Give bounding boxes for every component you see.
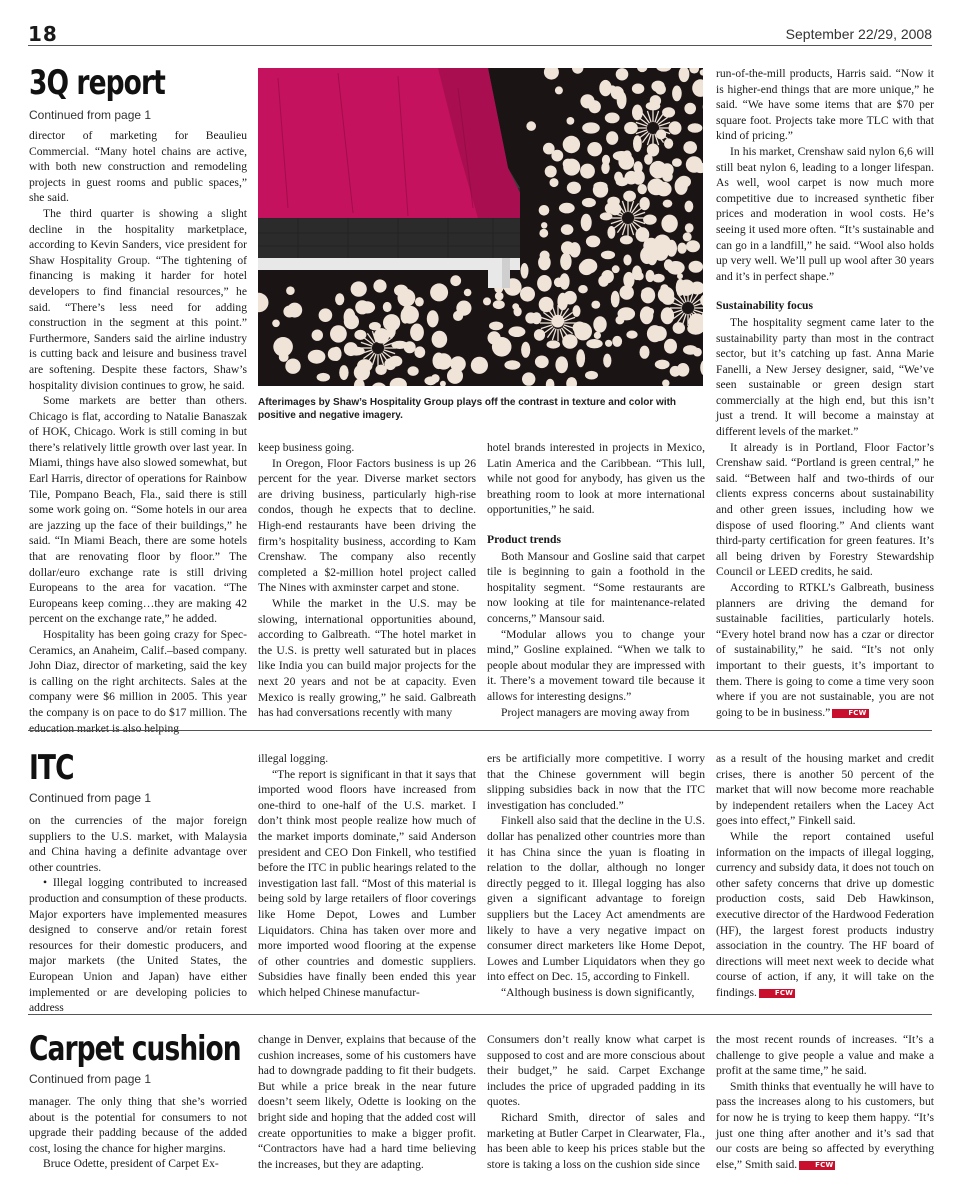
- article-title-itc: ITC: [29, 748, 74, 788]
- carpet-dot: [662, 107, 675, 117]
- carpet-dot: [606, 131, 618, 145]
- carpet-dot: [647, 308, 654, 315]
- carpet-dot: [593, 316, 606, 332]
- paragraph: Both Mansour and Gosline said that carpet tile is beginning to gain a foothold in the hospitality segment. “Some restaurants are now looking at tile for maintenance-related concerns,” Mansour said.: [487, 549, 705, 625]
- section-divider: [28, 1014, 932, 1015]
- photo-caption: Afterimages by Shaw’s Hospitality Group plays off the contrast in texture and color with positive and negative imagery.: [258, 397, 677, 421]
- end-of-story-mark: FCW: [832, 709, 868, 718]
- paragraph: ers be artificially more competitive. I worry that the Chinese government will begin slipping subsidies back in now that the ITC investigation has concluded.”: [487, 752, 705, 812]
- carpet-dot: [632, 84, 644, 94]
- carpet-dot: [464, 289, 472, 297]
- paragraph: “Modular allows you to change your mind,” Gosline explained. “When we talk to people about modular they are impressed with it. There’s a movement toward tile because it allows for interesting designs.”: [487, 627, 705, 703]
- carpet-dot: [655, 84, 666, 95]
- carpet-dot: [555, 356, 568, 373]
- carpet-photo: [258, 68, 703, 386]
- paragraph: hotel brands interested in projects in Mexico, Latin America and the Caribbean. “This lull, while not good for anybody, has given us the breathing room to look at more international opportunities,” he said.: [487, 441, 705, 517]
- carpet-dot: [534, 329, 545, 341]
- paragraph: change in Denver, explains that because of the cushion increases, some of his customers have had to downgrade padding to fit their budgets. But while a price break in the near future doesn’t seem likely, Odette is looking on the bright side and hoping that the added cost will create opportunities to make a bigger profit. “Contractors have had a hard time believing the increases, but they are adapting.: [258, 1033, 476, 1171]
- carpet-dot: [344, 314, 359, 329]
- carpet-dot: [689, 261, 704, 273]
- carpet-dot: [427, 310, 439, 327]
- carpet-dot: [450, 275, 461, 286]
- carpet-dot: [279, 352, 289, 362]
- paragraph: [716, 1079, 934, 1173]
- carpet-dot: [611, 291, 620, 308]
- paragraph: Some markets are better than others. Chicago is flat, according to Natalie Banaszak of HOK, Chicago. Work is still coming in but there’s relatively little growth over last year. In Miami, things have also slowed somewhat, but Earl Harris, director of operations for Rainbow Tile, Pompano Beach, Fla., said there is still some work going on. “Some hotels in our area are jazzing up the face of their buildings,” he said. “In Miami Beach, there are some hotels that are renovating floor by floor.” The dollar/euro exchange rate is still driving Europeans to the area for vacation. “The Europeans keep coming…they are making 42 percent on the exchange rate,” he added.: [29, 394, 247, 626]
- carpet-dot: [540, 251, 550, 261]
- continued-from-label: Continued from page 1: [29, 791, 152, 805]
- carpet-dot: [582, 198, 596, 207]
- carpet-dot: [539, 297, 554, 312]
- carpet-dot: [550, 178, 559, 187]
- carpet-dot: [658, 287, 674, 303]
- carpet-dot: [351, 281, 367, 296]
- carpet-dot: [644, 154, 653, 165]
- carpet-dot: [563, 291, 577, 305]
- carpet-dot: [489, 322, 503, 331]
- carpet-dot: [495, 292, 504, 301]
- paragraph: director of marketing for Beaulieu Commercial. “Many hotel chains are active, with both new construction and remodeling projects in guest rooms and public spaces,” she said.: [29, 129, 247, 205]
- paragraph: Bruce Odette, president of Carpet Ex-: [43, 1157, 219, 1171]
- carpet-dot: [555, 86, 563, 94]
- page-header: [28, 22, 932, 46]
- paragraph: In his market, Crenshaw said nylon 6,6 will still beat nylon 6, leading to a longer lifespan. As well, wool carpet is now much more competitive due to increased synthetic fiber prices and moderation in wool costs. He’s seeing it used more often. “It’s sustainable and can go in a landfill,” he said. “Wool also holds up very well. We’ll pull up wool after 30 years and it’s in perfect shape.”: [716, 144, 934, 283]
- paragraph: [716, 829, 934, 1001]
- carpet-dot: [272, 320, 280, 328]
- carpet-dot: [670, 366, 681, 377]
- carpet-dot: [638, 184, 647, 194]
- carpet-dot: [625, 171, 639, 185]
- carpet-dot: [415, 297, 424, 306]
- carpet-pattern-image: [258, 68, 703, 386]
- carpet-dot: [587, 142, 602, 156]
- carpet-dot: [612, 336, 622, 347]
- carpet-dot: [643, 238, 659, 254]
- carpet-dot: [330, 325, 347, 342]
- carpet-dot: [578, 285, 588, 293]
- carpet-dot: [430, 283, 448, 301]
- carpet-dot: [286, 286, 295, 295]
- carpet-dot: [672, 158, 682, 167]
- carpet-dot: [586, 236, 600, 248]
- carpet-dot: [573, 305, 581, 317]
- carpet-dot: [535, 356, 549, 369]
- carpet-dot: [664, 339, 677, 354]
- carpet-dot: [285, 359, 300, 374]
- carpet-dot: [560, 253, 571, 270]
- carpet-dot: [525, 312, 536, 323]
- paragraph: “The report is significant in that it says that imported wood floors have increased from one-third to one-half of the U.S. market. I don’t think most people realize how much of the market imports dominate,” said Anderson president and CEO Don Finkell, who testified before the ITC in public hearings related to the investigation last fall. “Most of this material is being sold by large retailers of floor coverings like Home Depot, Lowes and Lumber Liquidators. China has taken over more and more imported wood flooring at the expense of other countries and domestic suppliers. Subsidies have finally been ended this year which helped Chinese manufactur-: [258, 767, 476, 999]
- carpet-dot: [414, 346, 425, 358]
- carpet-dot: [493, 300, 505, 309]
- carpet-dot: [685, 223, 694, 232]
- carpet-dot: [508, 326, 525, 337]
- paragraph: as a result of the housing market and credit crises, there is another 50 percent of the market that will now become more reachable by independent retailers when the Lacey Act goes into effect,” Finkell said.: [716, 752, 934, 828]
- paragraph: run-of-the-mill products, Harris said. “Now it is higher-end things that are more unique,” he said. “We have some items that are $70 per square foot. Projects take more TLC with that kind of pricing.”: [716, 67, 934, 143]
- section-divider: [28, 730, 932, 731]
- carpet-dot: [521, 342, 530, 358]
- carpet-dot: [623, 191, 636, 202]
- carpet-dot: [483, 297, 491, 305]
- paragraph: the most recent rounds of increases. “It’s a challenge to give people a value and make a profit at the same time,” he said.: [716, 1033, 934, 1078]
- carpet-dot: [344, 342, 358, 356]
- carpet-dot: [521, 263, 529, 279]
- carpet-dot: [620, 285, 634, 299]
- carpet-dot: [605, 340, 612, 347]
- carpet-dot: [652, 167, 658, 173]
- continued-from-label: Continued from page 1: [29, 108, 152, 122]
- carpet-dot: [398, 289, 416, 307]
- paragraph: manager. The only thing that she’s worried about is the potential for consumers to not upgrade their padding because of the added cost, losing the chance for higher margins.: [29, 1095, 247, 1155]
- carpet-dot: [686, 240, 700, 252]
- carpet-dot: [620, 235, 633, 244]
- paragraph: While the market in the U.S. may be slowing, international opportunities abound, according to Galbreath. “The hotel market in the U.S. is pretty well saturated but in places like India you can build major projects for the next 20 years and not be at capacity. Even Mexico is really growing,” he said. Galbreath has had conversations recently with many: [258, 596, 476, 720]
- carpet-dot: [614, 172, 623, 183]
- carpet-dot: [512, 303, 519, 310]
- carpet-dot: [574, 323, 592, 341]
- carpet-dot: [581, 214, 592, 231]
- carpet-dot: [646, 270, 655, 282]
- carpet-dot: [526, 121, 536, 131]
- carpet-dot: [605, 113, 620, 124]
- carpet-dot: [685, 201, 694, 213]
- article2-column-2: [258, 751, 476, 1001]
- subheading-product-trends: Product trends: [487, 532, 561, 546]
- carpet-dot: [650, 95, 661, 106]
- carpet-dot: [580, 259, 597, 274]
- carpet-dot: [576, 349, 585, 367]
- carpet-dot: [554, 278, 564, 288]
- carpet-dot: [559, 203, 575, 214]
- article2-column-4: [716, 751, 934, 1001]
- article1-column-3: [487, 440, 705, 720]
- paragraph: In Oregon, Floor Factors business is up 26 percent for the year. Diverse market sectors are driving business, particularly high-rise condos, though he expects that to decline. High-end restaurants have been driving the firm’s hospitality business, according to Kam Crenshaw. The company also recently completed a $2-million hotel project called The Nines with axminster carpet and stone.: [258, 456, 476, 595]
- carpet-dot: [561, 224, 574, 235]
- continued-from-label: Continued from page 1: [29, 1072, 152, 1086]
- article3-column-4: [716, 1032, 934, 1172]
- article3-column-3: [487, 1032, 705, 1172]
- carpet-dot: [663, 200, 673, 208]
- carpet-dot: [435, 353, 451, 369]
- carpet-dot: [453, 311, 463, 321]
- carpet-dot: [580, 164, 595, 179]
- paragraph: illegal logging.: [258, 752, 329, 765]
- carpet-dot: [647, 179, 665, 196]
- end-of-story-mark: FCW: [759, 989, 795, 998]
- carpet-dot: [601, 270, 614, 283]
- carpet-dot: [580, 94, 594, 108]
- carpet-dot: [328, 347, 342, 361]
- subheading-sustainability-focus: Sustainability focus: [716, 299, 813, 313]
- carpet-dot: [640, 346, 650, 359]
- carpet-dot: [664, 259, 673, 270]
- article1-column-4: [716, 66, 934, 720]
- paragraph: on the currencies of the major foreign suppliers to the U.S. market, with Malaysia and China having a definite advantage over other countries.: [29, 814, 247, 874]
- carpet-dot: [652, 326, 667, 341]
- carpet-dot: [383, 314, 400, 331]
- carpet-dot: [645, 254, 652, 261]
- carpet-dot: [609, 85, 616, 92]
- paragraph: Consumers don’t really know what carpet is supposed to cost and are more conscious about their budget,” he said. Carpet Exchange includes the price of upgraded padding in its quotes.: [487, 1033, 705, 1109]
- carpet-dot: [471, 357, 488, 374]
- carpet-dot: [618, 154, 634, 170]
- carpet-dot: [561, 241, 574, 254]
- carpet-dot: [626, 331, 637, 339]
- carpet-dot: [537, 275, 552, 292]
- paragraph: “Although business is down significantly,: [501, 985, 695, 999]
- carpet-dot: [677, 273, 683, 279]
- article2-column-3: [487, 751, 705, 1001]
- paragraph: Project managers are moving away from: [501, 705, 690, 719]
- paragraph: keep business going.: [258, 441, 355, 454]
- carpet-dot: [354, 364, 370, 380]
- carpet-dot: [641, 289, 647, 295]
- carpet-dot: [582, 122, 600, 133]
- paragraph-text: According to RTKL’s Galbreath, business planners are driving the demand for sustainable facilities, particularly hotels. “Every hotel brand now has a czar or director of sustainability,” he said. “It’s not only important to their guests, it’s important to them. There is going to come a time very soon where if you are not sustainable, you are not going to be in business.”: [716, 581, 934, 719]
- carpet-dot: [539, 205, 550, 216]
- carpet-dot: [693, 348, 702, 357]
- carpet-dot: [319, 308, 333, 322]
- paragraph-text: Smith thinks that eventually he will have to pass the increases along to his customers, but for now he is trying to keep them happy. “It’s just one thing after another and it’s sad that our costs are being so affected by everything else,” Smith said.: [716, 1079, 934, 1171]
- article3-column-1: [29, 1094, 247, 1172]
- carpet-dot: [317, 373, 330, 382]
- carpet-dot: [541, 222, 547, 228]
- carpet-dot: [567, 182, 581, 194]
- carpet-dot: [308, 350, 326, 364]
- article-title-3q-report: 3Q report: [29, 63, 165, 103]
- carpet-dot: [432, 331, 448, 348]
- carpet-dot: [567, 117, 575, 125]
- paragraph: The third quarter is showing a slight decline in the hospitality marketplace, according to Kevin Sanders, vice president for Shaw Hospitality Group. “The tightening of financing is making it harder for hotel developers to find financial resources,” he said. “There’s less need for adding construction in the segment at this point.” Furthermore, Sanders said the airline industry is cutting back and leisure and business travel are softening. Despite these factors, Shaw’s hospitality division continues to grow, he said.: [29, 206, 247, 392]
- carpet-dot: [683, 141, 697, 154]
- carpet-dot: [623, 255, 631, 266]
- article-title-carpet-cushion: Carpet cushion: [29, 1029, 241, 1069]
- carpet-dot: [601, 251, 615, 260]
- end-of-story-mark: FCW: [799, 1161, 835, 1170]
- carpet-dot: [684, 103, 696, 115]
- carpet-dot: [664, 138, 673, 148]
- carpet-dot: [312, 330, 323, 341]
- carpet-dot: [686, 156, 703, 173]
- carpet-dot: [594, 332, 601, 339]
- carpet-dot: [563, 159, 580, 176]
- carpet-dot: [612, 265, 620, 273]
- page-number: 18: [28, 22, 58, 46]
- carpet-dot: [683, 232, 692, 241]
- carpet-dot: [661, 215, 677, 233]
- carpet-dot: [602, 155, 610, 165]
- carpet-dot: [450, 356, 466, 372]
- paragraph: Finkell also said that the decline in the U.S. dollar has penalized other countries more than it has China since the yuan is floating in relation to the dollar, although no longer directly pegged to it. Illegal logging has also given a significant advantage to foreign suppliers but the Lacey Act amendments are likely to have a very negative impact on consumer direct marketers like Home Depot, Lowes and Lumber Liquidators when they go into effect on Dec. 15, according to Finkell.: [487, 814, 705, 984]
- carpet-dot: [562, 334, 577, 348]
- carpet-dot: [339, 365, 348, 380]
- carpet-dot: [504, 360, 520, 369]
- carpet-dot: [616, 68, 629, 80]
- carpet-dot: [545, 166, 557, 178]
- carpet-dot: [688, 123, 703, 133]
- carpet-dot: [373, 279, 386, 292]
- paragraph: [716, 580, 934, 720]
- carpet-dot: [600, 212, 613, 220]
- carpet-dot: [492, 337, 512, 357]
- carpet-dot: [591, 301, 600, 309]
- carpet-dot: [662, 171, 673, 182]
- carpet-dot: [355, 300, 369, 314]
- paragraph: Hospitality has been going crazy for Spec-Ceramics, an Anaheim, Calif.–based company. John Diaz, director of marketing, said the key is calling on the right architects. Sales at the company were $6 million in 2005. This year the company is on pace to do $17 million. The education market is also helping: [29, 628, 247, 735]
- paragraph: Richard Smith, director of sales and marketing at Butler Carpet in Clearwater, Fla., has been able to keep his prices stable but the store is taking a loss on the cushion side since: [487, 1110, 705, 1171]
- carpet-dot: [618, 307, 636, 320]
- carpet-dot: [383, 302, 392, 312]
- article1-column-1: [29, 128, 247, 736]
- article2-column-1: [29, 813, 247, 1016]
- article3-column-2: [258, 1032, 476, 1172]
- carpet-dot: [675, 178, 688, 195]
- carpet-dot: [563, 136, 580, 153]
- carpet-dot: [408, 366, 419, 376]
- carpet-dot: [661, 307, 674, 324]
- carpet-dot: [287, 303, 302, 318]
- paragraph: The hospitality segment came later to the sustainability party than most in the contract sector, but it’s catching up fast. Anna Marie Fanelli, a New Jersey designer, said, “We’ve seen sustainable or green design start commercially at the high end, but this isn’t just a trend. It will become a mainstay at different levels of the market.”: [716, 315, 934, 439]
- carpet-dot: [431, 374, 440, 383]
- carpet-dot: [632, 105, 643, 121]
- carpet-dot: [677, 243, 686, 254]
- carpet-dot: [593, 182, 608, 197]
- carpet-dot: [539, 229, 548, 238]
- carpet-dot: [335, 293, 344, 305]
- carpet-dot: [547, 340, 561, 348]
- article1-column-2: [258, 440, 476, 721]
- paragraph-text: While the report contained useful information on the impacts of illegal logging, currency and subsidy data, it does not touch on other safety concerns that drive up domestic production costs, said Deb Hawkinson, executive director of the Hardwood Federation (HF), the largest forest products industry association in the country. The HF board of directions will meet next week to decide what course of action, if any, it will take on the findings.: [716, 829, 934, 999]
- carpet-dot: [586, 339, 602, 348]
- carpet-dot: [404, 341, 416, 353]
- issue-date: September 22/29, 2008: [785, 26, 932, 42]
- carpet-dot: [655, 360, 670, 370]
- carpet-dot: [551, 150, 563, 162]
- carpet-dot: [585, 371, 598, 380]
- carpet-dot: [635, 272, 643, 280]
- bullet-paragraph: • Illegal logging contributed to increased production and consumption of these products. Major exporters have implemented measures designed to conserve and/or retain forest resources for their domestic producers, and major markets (the United States, the European Union and Japan) have either implemented or are developing policies to address: [29, 876, 247, 1015]
- carpet-dot: [522, 372, 535, 385]
- carpet-dot: [603, 354, 611, 368]
- carpet-dot: [672, 86, 682, 102]
- carpet-dot: [520, 287, 535, 302]
- carpet-dot: [410, 324, 424, 342]
- paragraph: It already is in Portland, Floor Factor’s Crenshaw said. “Portland is green central,” he said. “Between half and two-thirds of our clients express concerns about sustainability and other green issues, including how we dispose of used flooring.” And clients want third-party certification for green features. It’s all being driven by Forestry Stewardship Council or LEED credits, he said.: [716, 440, 934, 579]
